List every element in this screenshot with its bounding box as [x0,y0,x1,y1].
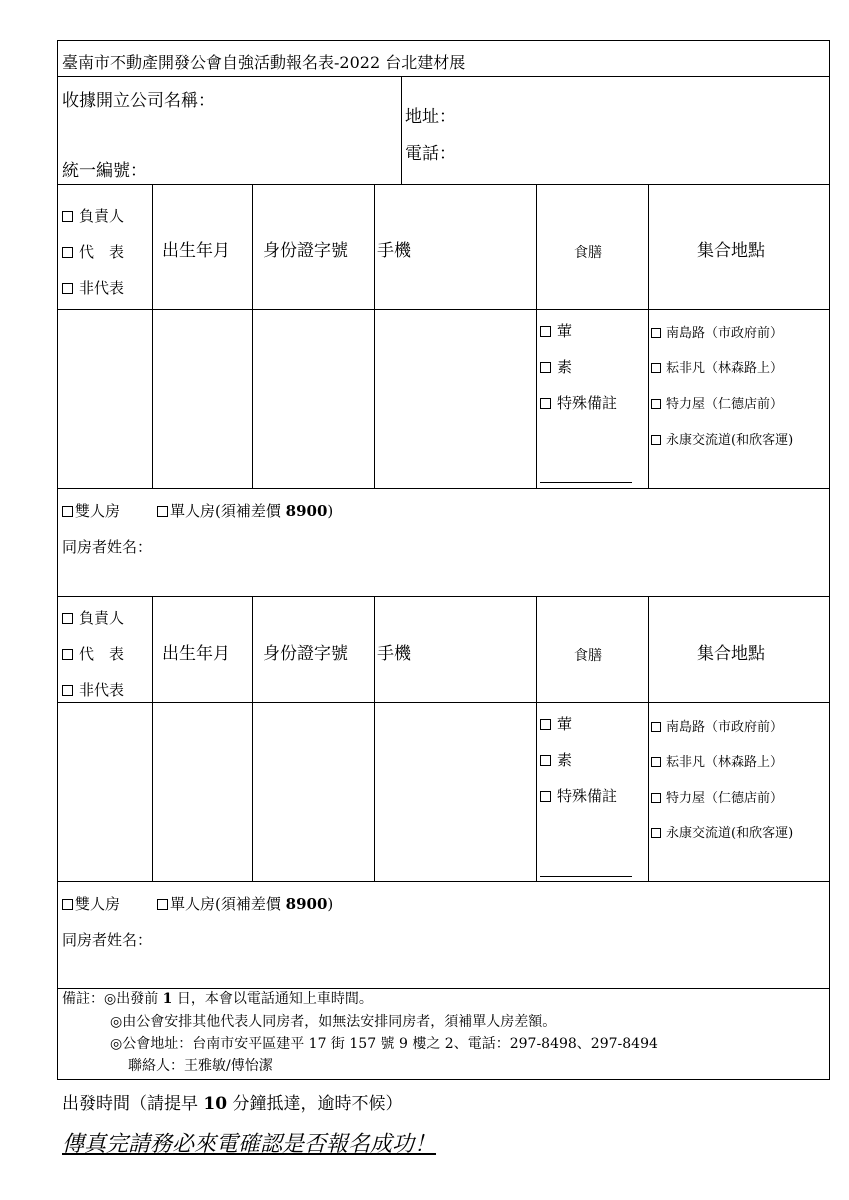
room-option-double[interactable]: 雙人房 [62,897,120,912]
checkbox[interactable] [62,211,73,222]
meal-option-vegetarian[interactable]: 素 [540,360,572,375]
roommate-label: 同房者姓名： [62,538,153,556]
room-option-single[interactable]: 單人房(須補差價 8900) [157,897,333,912]
meeting-option-4[interactable]: 永康交流道(和欣客運) [651,827,793,840]
checkbox[interactable] [62,247,73,258]
role-option-non-representative[interactable]: 非代表 [62,683,124,698]
id-number-input[interactable] [255,705,371,878]
meeting-option-1[interactable]: 南島路（市政府前） [651,327,783,340]
divider [152,184,153,488]
divider [57,488,830,489]
divider [374,596,375,881]
divider [252,184,253,488]
meal-option-special[interactable]: 特殊備註 [540,789,617,804]
divider [57,76,830,77]
checkbox[interactable] [157,506,168,517]
meal-option-meat[interactable]: 葷 [540,717,572,732]
birth-input[interactable] [155,312,249,485]
checkbox[interactable] [540,398,551,409]
mobile-input[interactable] [377,705,533,878]
checkbox[interactable] [651,399,661,409]
mobile-input[interactable] [377,312,533,485]
checkbox[interactable] [62,613,73,624]
departure-time-note: 出發時間（請提早 10 分鐘抵達，逾時不候） [62,1094,403,1114]
checkbox[interactable] [157,899,168,910]
checkbox[interactable] [651,722,661,732]
company-name-label: 收據開立公司名稱： [62,91,215,111]
phone-label: 電話： [405,144,456,164]
role-option-owner[interactable]: 負責人 [62,611,124,626]
divider [252,596,253,881]
meal-option-vegetarian[interactable]: 素 [540,753,572,768]
meeting-option-1[interactable]: 南島路（市政府前） [651,721,783,734]
special-note-line[interactable] [540,876,632,877]
checkbox[interactable] [62,506,73,517]
checkbox[interactable] [62,283,73,294]
checkbox[interactable] [540,362,551,373]
checkbox[interactable] [540,719,551,730]
divider [536,596,537,881]
role-option-non-representative[interactable]: 非代表 [62,281,124,296]
divider [57,596,830,597]
header-birth: 出生年月 [162,644,230,664]
header-meal: 食膳 [574,648,602,664]
checkbox[interactable] [540,755,551,766]
checkbox[interactable] [651,328,661,338]
checkbox[interactable] [540,791,551,802]
divider [152,596,153,881]
checkbox[interactable] [62,685,73,696]
fax-confirmation-notice: 傳真完請務必來電確認是否報名成功！ [62,1132,437,1157]
divider [57,309,830,310]
meeting-option-2[interactable]: 耘非凡（林森路上） [651,756,783,769]
divider [401,76,402,184]
header-meal: 食膳 [574,245,602,261]
meeting-option-3[interactable]: 特力屋（仁德店前） [651,792,783,805]
role-option-owner[interactable]: 負責人 [62,209,124,224]
checkbox[interactable] [651,828,661,838]
roommate-label: 同房者姓名： [62,931,153,949]
id-number-input[interactable] [255,312,371,485]
role-option-representative[interactable]: 代 表 [62,647,124,662]
checkbox[interactable] [651,363,661,373]
header-id-number: 身份證字號 [263,241,348,261]
checkbox[interactable] [62,649,73,660]
special-note-line[interactable] [540,482,632,483]
meeting-option-2[interactable]: 耘非凡（林森路上） [651,362,783,375]
form-frame [57,40,830,1080]
birth-input[interactable] [155,705,249,878]
divider [57,988,830,989]
divider [536,184,537,488]
checkbox[interactable] [540,326,551,337]
header-meeting-point: 集合地點 [697,644,765,664]
divider [57,881,830,882]
divider [648,184,649,488]
role-option-representative[interactable]: 代 表 [62,245,124,260]
meeting-option-4[interactable]: 永康交流道(和欣客運) [651,434,793,447]
form-title: 臺南市不動產開發公會自強活動報名表-2022 台北建材展 [62,53,466,72]
divider [374,184,375,488]
meal-option-special[interactable]: 特殊備註 [540,396,617,411]
meeting-option-3[interactable]: 特力屋（仁德店前） [651,398,783,411]
checkbox[interactable] [62,899,73,910]
header-id-number: 身份證字號 [263,644,348,664]
note-line-1: 備註：◎出發前 1 日，本會以電話通知上車時間。 [62,991,373,1007]
header-meeting-point: 集合地點 [697,241,765,261]
address-label: 地址： [405,107,456,127]
divider [57,184,830,185]
note-line-4: 聯絡人：王雅敏/傅怡潔 [128,1058,273,1074]
checkbox[interactable] [651,435,661,445]
checkbox[interactable] [651,793,661,803]
tax-id-label: 統一編號： [62,161,147,181]
note-line-2: ◎由公會安排其他代表人同房者，如無法安排同房者，須補單人房差額。 [110,1014,557,1030]
room-option-double[interactable]: 雙人房 [62,504,120,519]
meal-option-meat[interactable]: 葷 [540,324,572,339]
divider [648,596,649,881]
note-line-3: ◎公會地址：台南市安平區建平 17 街 157 號 9 樓之 2、電話：297-8498、297-8494 [110,1036,658,1052]
room-option-single[interactable]: 單人房(須補差價 8900) [157,504,333,519]
header-mobile: 手機 [377,241,411,261]
checkbox[interactable] [651,757,661,767]
divider [57,702,830,703]
header-birth: 出生年月 [162,241,230,261]
header-mobile: 手機 [377,644,411,664]
